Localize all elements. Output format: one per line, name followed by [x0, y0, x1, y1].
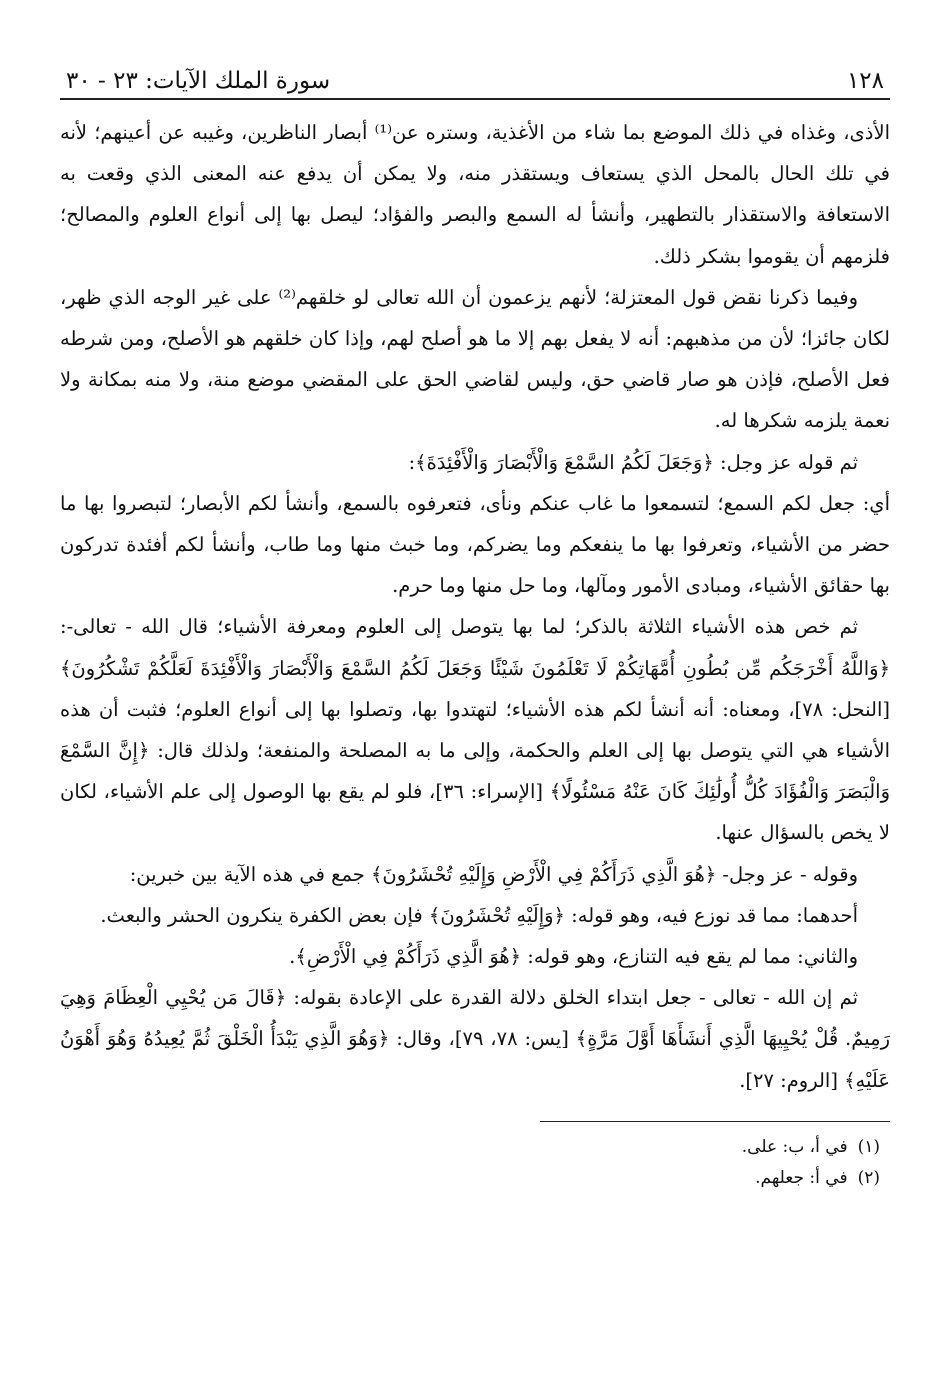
- footnote: [60, 1163, 880, 1194]
- header-rule: [60, 98, 890, 100]
- footnotes: [60, 1132, 890, 1194]
- paragraph: ثم قوله عز وجل: ﴿وَجَعَلَ لَكُمُ السَّمْعَ وَالْأَبْصَارَ وَالْأَفْئِدَةَ﴾:: [408, 450, 858, 474]
- main-text: [60, 112, 890, 1101]
- footnote-text: في أ: جعلهم.: [755, 1167, 848, 1188]
- footnote-number: (١): [857, 1136, 880, 1157]
- paragraph: ثم خص هذه الأشياء الثلاثة بالذكر؛ لما بها يتوصل إلى العلوم ومعرفة الأشياء؛ قال الله - تعالى-: ﴿وَاللَّهُ أَخْرَجَكُم مِّن بُطُونِ أُمَّهَاتِكُمْ لَا تَعْلَمُونَ شَيْئًا وَجَعَلَ لَكُمُ السَّمْعَ وَالْأَبْصَارَ وَالْأَفْئِدَةَ لَعَلَّكُمْ تَشْكُرُونَ﴾ [النحل: ٧٨]، ومعناه: أنه أنشأ لكم هذه الأشياء؛ لتهتدوا بها، وتصلوا بها إلى أنواع العلوم؛ فثبت أن هذه الأشياء هي التي يتوصل بها إلى العلم والحكمة، وإلى ما به المصلحة والمنفعة؛ ولذلك قال: ﴿إِنَّ السَّمْعَ وَالْبَصَرَ وَالْفُؤَادَ كُلُّ أُولَٰئِكَ كَانَ عَنْهُ مَسْئُولًا﴾ [الإسراء: ٣٦]، فلو لم يقع بها الوصول إلى علم الأشياء، لكان لا يخص بالسؤال عنها.: [60, 615, 890, 845]
- paragraph: وقوله - عز وجل- ﴿هُوَ الَّذِي ذَرَأَكُمْ فِي الْأَرْضِ وَإِلَيْهِ تُحْشَرُونَ﴾ جمع في هذه الآية بين خبرين:: [129, 862, 858, 886]
- paragraph: ثم إن الله - تعالى - جعل ابتداء الخلق دلالة القدرة على الإعادة بقوله: ﴿قَالَ مَن يُحْيِي الْعِظَامَ وَهِيَ رَمِيمٌ. قُلْ يُحْيِيهَا الَّذِي أَنشَأَهَا أَوَّلَ مَرَّةٍ﴾ [يس: ٧٨، ٧٩]، وقال: ﴿وَهُوَ الَّذِي يَبْدَأُ الْخَلْقَ ثُمَّ يُعِيدُهُ وَهُوَ أَهْوَنُ عَلَيْهِ﴾ [الروم: ٢٧].: [60, 986, 890, 1092]
- book-page: [60, 58, 890, 1358]
- paragraph: وفيما ذكرنا نقض قول المعتزلة؛ لأنهم يزعمون أن الله تعالى لو خلقهم⁽²⁾ على غير الوجه الذي ظهر، لكان جائزا؛ لأن من مذهبهم: أنه لا يفعل بهم إلا ما هو أصلح لهم، وإذا كان خلقهم هو الأصلح، ومن شرطه فعل الأصلح، فإذن هو صار قاضي حق، وليس لقاضي الحق على المقضي موضع منة، ولا منه بمكانة ولا نعمة يلزمه شكرها له.: [60, 285, 890, 433]
- surah-title: سورة الملك الآيات: ٢٣ - ٣٠: [66, 68, 331, 94]
- paragraph: أي: جعل لكم السمع؛ لتسمعوا ما غاب عنكم ونأى، فتعرفوه بالسمع، وأنشأ لكم الأبصار؛ لتبصروا بها ما حضر من الأشياء، وتعرفوا بها ما ينفعكم وما يضركم، وما خبث منها وما طاب، وأنشأ لكم أفئدة تدركون بها حقائق الأشياء، ومبادى الأمور ومآلها، وما حل منها وما حرم.: [60, 491, 890, 598]
- footnote: [60, 1132, 880, 1163]
- paragraph: والثاني: مما لم يقع فيه التنازع، وهو قوله: ﴿هُوَ الَّذِي ذَرَأَكُمْ فِي الْأَرْضِ﴾.: [289, 945, 858, 969]
- footnote-number: (٢): [857, 1167, 880, 1188]
- running-header: [60, 58, 890, 94]
- footnote-text: في أ، ب: على.: [741, 1136, 848, 1157]
- paragraph: أحدهما: مما قد نوزع فيه، وهو قوله: ﴿وَإِلَيْهِ تُحْشَرُونَ﴾ فإن بعض الكفرة ينكرون الحشر والبعث.: [100, 903, 858, 927]
- page-number: ١٢٨: [846, 68, 884, 94]
- footnote-rule: [540, 1121, 890, 1122]
- paragraph: الأذى، وغذاه في ذلك الموضع بما شاء من الأغذية، وستره عن⁽¹⁾ أبصار الناظرين، وغيبه عن أعينهم؛ لأنه في تلك الحال بالمحل الذي يستعاف ويستقذر منه، ولا يمكن أن يدفع عنه المعنى الذي وقعت به الاستعافة والاستقذار بالتطهير، وأنشأ له السمع والبصر والفؤاد؛ ليصل بها إلى أنواع العلوم والمصالح؛ فلزمهم أن يقوموا بشكر ذلك.: [60, 121, 890, 268]
